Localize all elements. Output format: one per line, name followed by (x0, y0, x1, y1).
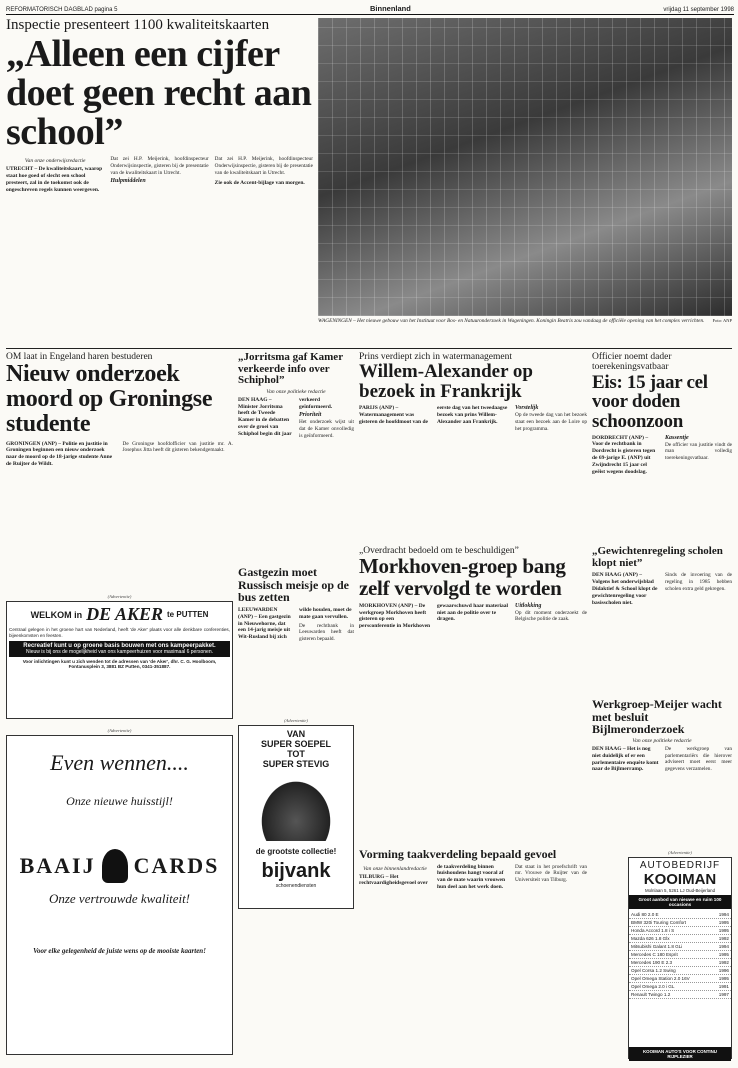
bijvank-logo: bijvank (261, 860, 331, 882)
issue-date: vrijdag 11 september 1998 (663, 7, 734, 13)
car-year: 1996 (718, 968, 729, 973)
kooiman-ad[interactable] (628, 857, 732, 1059)
baaij-brand: BAAIJ (19, 853, 96, 878)
article-headline: Vorming taakverdeling bepaald gevoel (359, 848, 557, 861)
car-year: 1995 (718, 920, 729, 925)
article-body: Dat zei H.P. Meijerink, hoofdinspecteur Onderwijsinspectie, gisteren bij de presentatie van de kwaliteitskaart in Utrecht. (110, 156, 209, 176)
article-columns (592, 746, 732, 842)
ad-label: (Advertentie) (107, 594, 132, 599)
article-lead: DORDRECHT (ANP) – Voor de rechtbank in Dordrecht is gisteren tegen de 69-jarige E. (ANP) uit Zwijndrecht 15 jaar cel geëist wegens doodslag. (592, 434, 656, 475)
article-body: Het onderzoek wijst uit dat de Kamer onvolledig is geïnformeerd. (299, 419, 354, 439)
article-lead: DEN HAAG – Het is nog niet duidelijk of er een parlementaire enquête komt naar de Bijlmerramp. (592, 745, 659, 773)
bijvank-line-2: SUPER SOEPEL (260, 739, 332, 749)
car-listing (629, 911, 731, 919)
car-model: Opel Omega Station 2.0 16V (631, 976, 690, 981)
kooiman-footer: KOOIMAN AUTO'S VOOR CONTINU RIJPLEZIER (629, 1047, 731, 1061)
article-subheading: Kassentje (665, 434, 689, 441)
lightbulb-icon (102, 849, 128, 883)
aker-ad[interactable] (6, 601, 233, 719)
aker-place: te PUTTEN (167, 610, 209, 619)
car-model: Opel Corsa 1.2 Swing (631, 968, 676, 973)
article-headline: Eis: 15 jaar cel voor doden schoonzoon (592, 371, 708, 432)
page-header (6, 3, 734, 15)
car-model: Mercedes 190 E 2.3 (631, 960, 673, 965)
paper-name: REFORMATORISCH DAGBLAD pagina 5 (6, 7, 118, 13)
willem-article (359, 352, 587, 540)
article-columns (359, 864, 587, 1054)
baaij-ad-block (6, 726, 233, 1058)
car-listing (629, 975, 731, 983)
kooiman-logo: KOOIMAN (643, 871, 717, 888)
article-byline: Van onze onderwijsredactie (24, 158, 86, 165)
car-year: 1994 (718, 944, 729, 949)
article-kicker: Prins verdiept zich in watermanagement (359, 352, 513, 362)
car-model: Mercedes C 180 Esprit (631, 952, 678, 957)
morkhoven-article (359, 546, 587, 844)
werkgroep-article (592, 698, 732, 848)
article-subheading: Uitlokking (515, 602, 542, 609)
article-body: Dat zei H.P. Meijerink, hoofdinspecteur Onderwijsinspectie, gisteren bij de presentatie van de kwaliteitskaart in Utrecht. (214, 156, 313, 176)
article-headline: Gastgezin moet Russisch meisje op de bus zetten (238, 566, 350, 605)
baaij-tagline: Onze vertrouwde kwaliteit! (48, 891, 191, 906)
car-listing (629, 927, 731, 935)
aker-ad-block (6, 592, 233, 722)
photo-credit: Foto: ANP (712, 318, 732, 323)
article-headline: Willem-Alexander op bezoek in Frankrijk (359, 361, 533, 403)
aker-banner (9, 641, 230, 657)
article-columns (592, 572, 732, 692)
baaij-ad[interactable] (6, 735, 233, 1055)
inspectie-article (6, 18, 313, 348)
kooiman-header: AUTOBEDRIJF (639, 860, 721, 871)
article-byline: Van onze binnenlandredactie (363, 865, 427, 872)
car-listing (629, 943, 731, 951)
car-year: 1992 (718, 936, 729, 941)
taakverdeling-article (359, 848, 587, 1060)
article-columns (238, 607, 354, 699)
gastgezin-article (238, 566, 354, 714)
aker-title (9, 604, 230, 625)
article-body: De rechtbank in Leeuwarden heeft dat gisteren bepaald. (299, 622, 354, 642)
article-subheading: Vorstelijk (515, 405, 539, 412)
photo-caption-text: WAGENINGEN – Het nieuwe gebouw van het Instituut voor Bos- en Natuuronderzoek in Wageningen. Koningin Beatrix zou vandaag de officiële opening van het complex verrichten. (318, 318, 705, 324)
article-subheading: Prioriteit (299, 412, 322, 419)
officier-article (592, 352, 732, 544)
bijvank-line-3: TOT (287, 749, 305, 759)
aker-banner-line: Recreatief kunt u op groene basis bouwen met ons kampeerpakket. (23, 642, 216, 649)
baaij-subtitle: Onze nieuwe huisstijl! (66, 794, 173, 808)
photo-block (318, 18, 732, 344)
bijvank-line-4: SUPER STEVIG (262, 759, 330, 769)
article-byline: Van onze politieke redactie (266, 388, 326, 395)
article-lead: LEEUWARDEN (ANP) – Een gastgezin in Nieuwehorne, dat een 14-jarig meisje uit Wit-Rusland bij zich wilde houden, moet de mate gaan vervullen. (238, 606, 352, 641)
baaij-title: Even wennen.... (50, 750, 189, 775)
ad-label: (Advertentie) (284, 718, 308, 723)
bijvank-collection: de grootste collectie! (255, 847, 337, 856)
bijvank-ad[interactable] (238, 725, 354, 909)
car-listing (629, 935, 731, 943)
baaij-footer: Voor elke gelegenheid de juiste wens op de mooiste kaarten! (33, 947, 206, 955)
ad-label: (Advertentie) (107, 728, 132, 733)
car-year: 1991 (718, 984, 729, 989)
aker-body: Centraal gelegen in het groene hart van Nederland, heeft 'de Aker' plaats voor alle denkbare conferenties, bijeenkomsten en feesten. (9, 627, 230, 638)
aker-welcome: WELKOM in (30, 609, 83, 620)
gewichten-article (592, 546, 732, 696)
car-listing (629, 983, 731, 991)
article-body: Op dit moment onderzoekt de Belgische politie de zaak. (515, 609, 587, 623)
baaij-brand-2: CARDS (133, 853, 220, 878)
article-columns (592, 435, 732, 544)
section-title: Binnenland (370, 4, 411, 13)
car-listing (629, 967, 731, 975)
photo-caption (318, 318, 732, 325)
car-model: Mitsubishi Galant 1.8 GLi (631, 944, 683, 949)
article-kicker: OM laat in Engeland haren bestuderen (6, 352, 153, 362)
bijvank-logo-sub: schoenendiensten (275, 883, 317, 889)
groningen-article (6, 352, 233, 590)
car-year: 1994 (718, 912, 729, 917)
car-model: Opel Omega 2.0 i GL (631, 984, 675, 989)
article-body: De officier van justitie vindt de man volledig toerekeningsvatbaar. (665, 441, 732, 461)
car-model: Honda Accord 1.8 i S (631, 928, 675, 933)
article-headline: „Alleen een cijfer doet geen recht aan school” (6, 33, 312, 153)
bijvank-line-1: VAN (286, 729, 306, 739)
article-kicker: „Overdracht bedoeld om te beschuldigen” (359, 546, 519, 556)
aker-logo: DE AKER (86, 604, 164, 624)
article-columns (359, 603, 587, 833)
article-columns (238, 397, 354, 537)
article-body: Dat staat in het proefschrift van mr. Vrouwe de Ruijter van de Universiteit van Tilburg. (515, 863, 587, 884)
kooiman-ad-block (628, 848, 732, 1062)
schiphol-article (238, 352, 354, 562)
article-lead: TILBURG – Het rechtvaardigheidsgevoel over de taakverdeling binnen huishoudens hangt vooral af van de mate waarin vrouwen hun deel aan het werk doen. (359, 863, 506, 891)
car-model: BMW 320i Touring Comfort (631, 920, 687, 925)
car-year: 1997 (718, 992, 729, 997)
article-columns (359, 405, 587, 535)
kooiman-address: Molnlaan 5, 5261 LJ Oud-Beijerland (644, 888, 716, 893)
article-headline: Werkgroep-Meijer wacht met besluit Bijlmeronderzoek (592, 698, 722, 737)
article-quote: Zie ook de Accent-bijlage van morgen. (214, 180, 305, 187)
car-year: 1992 (718, 960, 729, 965)
article-lead: MORKHOVEN (ANP) – De werkgroep Morkhoven heeft gisteren op een persconferentie in Morkhoven gewaarschuwd haar materiaal niet aan de politie over te dragen. (359, 602, 509, 630)
car-year: 1995 (718, 976, 729, 981)
article-byline: Van onze politieke redactie (632, 737, 692, 744)
article-lead: DEN HAAG – Minister Jorritsma heeft de Tweede Kamer in de debatten over de groei van Schiphol begin dit jaar verkeerd geïnformeerd. (238, 396, 333, 438)
car-listing (629, 959, 731, 967)
article-lead: GRONINGEN (ANP) – Politie en justitie in Groningen beginnen een nieuw onderzoek naar de moord op de 18-jarige studente Anne de Ruijter de Wildt. (6, 440, 113, 468)
baaij-logo (11, 849, 228, 883)
article-subheading: Hulpmiddelen (110, 178, 146, 185)
article-lead: UTRECHT – De kwaliteitskaart, waarop staat hoe goed of slecht een school presteert, zal in de toekomst ook de ongeschreven regels kunnen weergeven. (6, 166, 103, 193)
aker-banner-line-2: Nieuw is bij ons de mogelijkheid van ons kampeerhuizen voor maximaal 6 personen. (25, 648, 214, 655)
article-lead: DEN HAAG (ANP) – Volgens het onderwijsblad Didaktief & School klopt de gewichtenregeling voor basisscholen niet. (592, 572, 658, 606)
car-model: Mazda 626 1.8 Glx (631, 936, 670, 941)
building-photo (318, 18, 732, 316)
article-body: Sinds de invoering van de regeling in 1985 hebben scholen extra geld gekregen. (665, 572, 732, 592)
shoe-image (256, 775, 336, 841)
car-year: 1995 (718, 952, 729, 957)
bijvank-ad-block (238, 716, 354, 912)
article-headline: „Jorritsma gaf Kamer verkeerde info over Schiphol” (238, 352, 343, 387)
car-model: Renault Twingo 1.2 (631, 992, 671, 997)
car-year: 1995 (718, 928, 729, 933)
article-kicker: Inspectie presenteert 1100 kwaliteitskaarten (6, 18, 270, 33)
article-body: De werkgroep van parlementariërs die hierover adviseert moet eerst meer gegevens verzamelen. (665, 745, 732, 772)
aker-footer: Voor inlichtingen kunt u zich wenden tot de adressen van 'de Aker', dhr. C. G. Hoolboom, Fontanusplein 3, 3881 BZ Putten, 0341-351887. (22, 658, 217, 670)
article-kicker: Officier noemt dader toerekeningsvatbaar (592, 352, 672, 373)
article-headline: „Gewichtenregeling scholen klopt niet” (592, 546, 723, 569)
article-headline: Nieuw onderzoek moord op Groningse studente (6, 361, 213, 437)
photo-texture (318, 18, 732, 316)
article-columns (6, 156, 313, 348)
car-model: Audi 80 2.0 E (631, 912, 659, 917)
article-columns (6, 441, 233, 590)
car-listing (629, 919, 731, 927)
section-divider (6, 348, 732, 349)
kooiman-intro: Groot aanbod van nieuwe en ruim 100 occasions (629, 895, 731, 909)
article-body: Op de tweede dag van het bezoek staat een bezoek aan de Loire op het programma. (515, 412, 587, 432)
article-headline: Morkhoven-groep bang zelf vervolgd te worden (359, 554, 566, 601)
car-listing (629, 951, 731, 959)
article-body: De Groningse hoofdofficier van justitie mr. A. Josephus Jitta heeft dit gisteren bekendgemaakt. (122, 440, 233, 454)
kooiman-car-list (629, 911, 731, 999)
ad-label: (Advertentie) (668, 850, 692, 855)
article-lead: PARIJS (ANP) – Watermanagement was gisteren de hoofdmoot van de eerste dag van het tweedaagse bezoek van prins Willem-Alexander aan Frankrijk. (359, 405, 508, 426)
car-listing (629, 991, 731, 999)
